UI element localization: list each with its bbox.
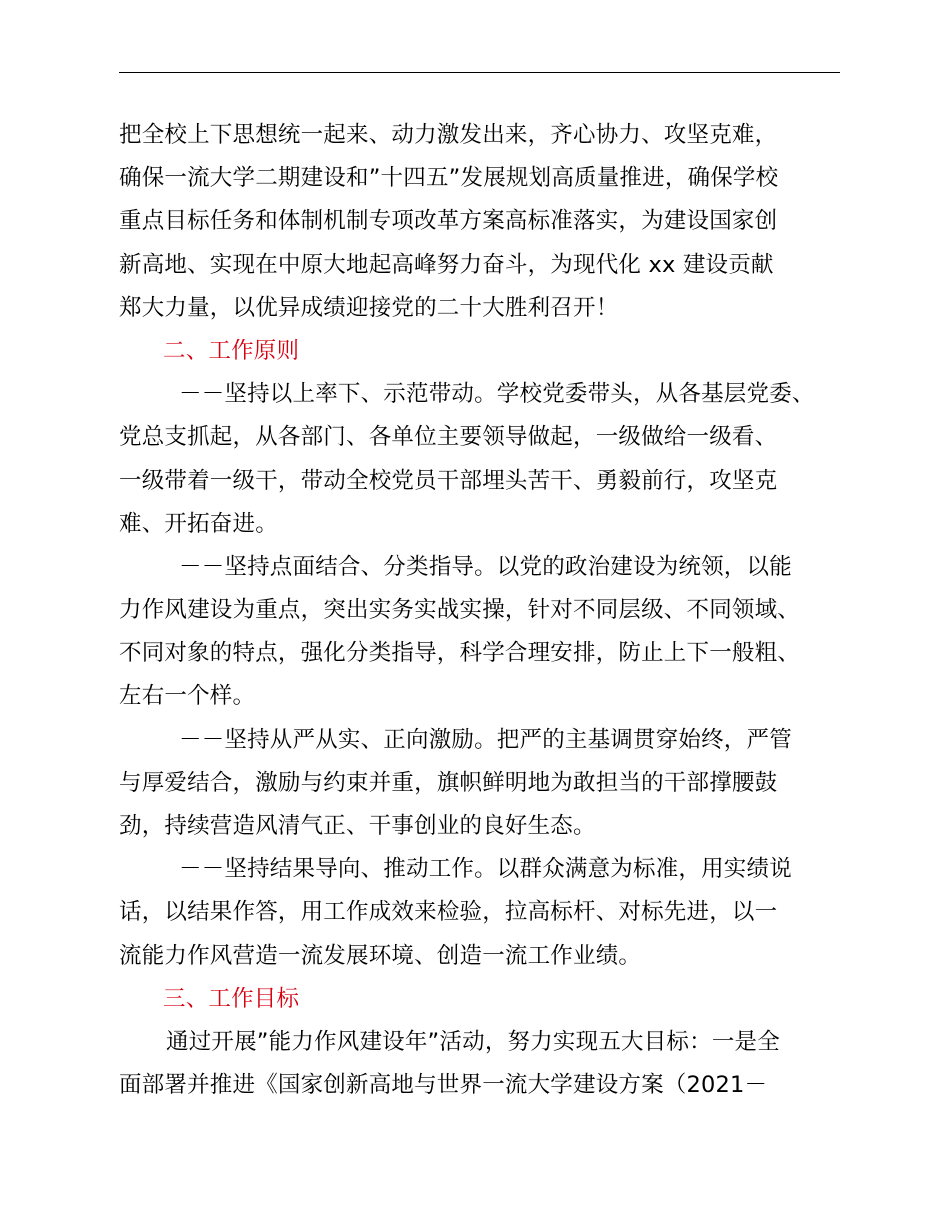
- paragraph-line: 把全校上下思想统一起来、动力激发出来，齐心协力、攻坚克难，: [119, 122, 778, 148]
- paragraph-line: 不同对象的特点，强化分类指导，科学合理安排，防止上下一般粗、: [119, 640, 801, 667]
- header-rule: [119, 72, 840, 73]
- paragraph-line: 流能力作风营造一流发展环境、创造一流工作业绩。: [119, 942, 642, 969]
- paragraph-line: 话，以结果作答，用工作成效来检验，拉高标杆、对标先进，以一: [119, 899, 778, 926]
- paragraph-line: 劲，持续营造风清气正、干事创业的良好生态。: [119, 813, 596, 839]
- paragraph-line: －－坚持以上率下、示范带动。学校党委带头，从各基层党委、: [179, 381, 815, 408]
- paragraph-line: 党总支抓起，从各部门、各单位主要领导做起，一级做给一级看、: [119, 424, 778, 451]
- section-heading-goals: 三、工作目标: [163, 985, 300, 1012]
- paragraph-line: －－坚持从严从实、正向激励。把严的主基调贯穿始终，严管: [179, 726, 792, 753]
- paragraph-line: －－坚持结果导向、推动工作。以群众满意为标准，用实绩说: [179, 856, 792, 883]
- paragraph-line: 左右一个样。: [119, 683, 256, 710]
- paragraph-line: 郑大力量，以优异成绩迎接党的二十大胜利召开！: [119, 294, 619, 321]
- paragraph-line: 力作风建设为重点，突出实务实战实操，针对不同层级、不同领域、: [119, 597, 801, 624]
- paragraph-line: 难、开拓奋进。: [119, 510, 278, 537]
- paragraph-line: 重点目标任务和体制机制专项改革方案高标准落实，为建设国家创: [119, 208, 778, 235]
- section-heading-principles: 二、工作原则: [163, 337, 300, 364]
- paragraph-line: －－坚持点面结合、分类指导。以党的政治建设为统领，以能: [179, 553, 792, 580]
- paragraph-line: 确保一流大学二期建设和”十四五”发展规划高质量推进，确保学校: [119, 165, 779, 192]
- document-body: [119, 114, 859, 1107]
- paragraph-line: 新高地、实现在中原大地起高峰努力奋斗，为现代化 xx 建设贡献: [119, 251, 774, 278]
- paragraph-line: 一级带着一级干，带动全校党员干部埋头苦干、勇毅前行，攻坚克: [119, 467, 778, 494]
- paragraph-line: 面部署并推进《国家创新高地与世界一流大学建设方案（2021－: [119, 1072, 768, 1099]
- paragraph-line: 与厚爱结合，激励与约束并重，旗帜鲜明地为敢担当的干部撑腰鼓: [119, 769, 778, 796]
- paragraph-line: 通过开展”能力作风建设年”活动，努力实现五大目标：一是全: [166, 1028, 780, 1055]
